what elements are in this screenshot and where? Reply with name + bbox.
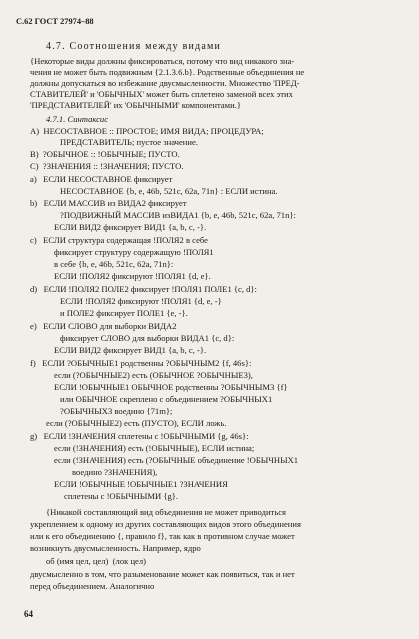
text-line: перед объединением. Аналогично <box>30 581 155 591</box>
rule-line: f) ЕСЛИ ?ОБЫЧНЫЕ1 родственны ?ОБЫЧНЫМ2 {f, 46s}: <box>30 358 252 368</box>
rule-line: d) ЕСЛИ !ПОЛЯ2 ПОЛЕ2 фиксирует !ПОЛЯ1 ПОЛЕ1 {c, d}: <box>30 284 257 294</box>
rule-line: ЕСЛИ !ОБЫЧНЫЕ1 ОБЫЧНОЕ родственны ?ОБЫЧНЫМ3 {f} <box>54 382 288 392</box>
subsection-title: 4.7.1. Синтаксис <box>46 114 109 124</box>
rule-line: НЕСОСТАВНОЕ {b, e, 46b, 521c, 62a, 71n} : ЕСЛИ истина. <box>60 186 278 196</box>
rule-line: если (!ЗНАЧЕНИЯ) есть (!ОБЫЧНЫЕ), ЕСЛИ истина; <box>54 443 255 453</box>
text-line: СТАВИТЕЛЕЙ' и 'ОБЫЧНЫХ' может быть сплетено заменой всех этих <box>30 89 293 99</box>
rule-line: ПРЕДСТАВИТЕЛЬ; пустое значение. <box>60 137 198 147</box>
rule-line: ?ПОДВИЖНЫЙ МАССИВ изВИДА1 {b, e, 46b, 521c, 62a, 71n}: <box>60 210 296 220</box>
text-line: {Никакой составляющий вид объединения не может приводиться <box>46 507 286 517</box>
rule-line: ЕСЛИ !ПОЛЯ2 фиксируют !ПОЛЯ1 {d, e, -} <box>60 296 222 306</box>
text-line: укреплением к одному из других составляющих видов этого объединения <box>30 519 301 529</box>
text-line: чения не может быть подвижным {2.1.3.6.b}. Родственные объединения не <box>30 67 305 77</box>
rule-line: ЕСЛИ !ПОЛЯ2 фиксируют !ПОЛЯ1 {d, e}. <box>54 271 211 281</box>
rule-line: если (!ЗНАЧЕНИЯ) есть (?ОБЫЧНЫЕ объединение !ОБЫЧНЫХ1 <box>54 455 299 465</box>
text-line: двусмысленно в том, что разыменование может как появиться, так и нет <box>30 569 295 579</box>
rule-line: фиксирует структуру содержащую !ПОЛЯ1 <box>54 247 214 257</box>
text-line: должны допускаться во избежание двусмысленности. Множество 'ПРЕД- <box>30 78 300 88</box>
rule-line: ЕСЛИ !ОБЫЧНЫЕ !ОБЫЧНЫЕ1 ?ЗНАЧЕНИЯ <box>54 479 228 489</box>
rule-line: c) ЕСЛИ структура содержащая !ПОЛЯ2 в себе <box>30 235 208 245</box>
rule-line: ЕСЛИ ВИД2 фиксирует ВИД1 {a, b, c, -}. <box>54 345 207 355</box>
page-number: 64 <box>24 609 33 619</box>
rule-line: или ОБЫЧНОЕ скреплено с объединением ?ОБЫЧНЫХ1 <box>60 394 273 404</box>
text-line: 'ПРЕДСТАВИТЕЛЕЙ' их 'ОБЫЧНЫМИ' компонентами.} <box>30 100 241 110</box>
rule-line: в себе {b, e, 46b, 521c, 62a, 71n}: <box>54 259 174 269</box>
code-line: об (имя цел, цел) (лок цел) <box>46 556 147 566</box>
rule-line: ЕСЛИ ВИД2 фиксирует ВИД1 {a, b, c, -}. <box>54 222 207 232</box>
rule-line: если (?ОБЫЧНЫЕ2) есть (ОБЫЧНОЕ ?ОБЫЧНЫЕ3), <box>54 370 253 380</box>
rule-line: и ПОЛЕ2 фиксирует ПОЛЕ1 {e, -}. <box>60 308 188 318</box>
rule-line: a) ЕСЛИ НЕСОСТАВНОЕ фиксирует <box>30 174 173 184</box>
rule-line: если (?ОБЫЧНЫЕ2) есть (ПУСТО), ЕСЛИ ложь. <box>46 418 227 428</box>
rule-line: e) ЕСЛИ СЛОВО для выборки ВИДА2 <box>30 321 177 331</box>
rule-line: воедино ?ЗНАЧЕНИЯ), <box>72 467 158 477</box>
rule-line: A) НЕСОСТАВНОЕ :: ПРОСТОЕ; ИМЯ ВИДА; ПРОЦЕДУРА; <box>30 126 264 136</box>
rule-line: b) ЕСЛИ МАССИВ из ВИДА2 фиксирует <box>30 198 187 208</box>
rule-line: C) ?ЗНАЧЕНИЯ :: !ЗНАЧЕНИЯ; ПУСТО. <box>30 161 184 171</box>
text-line: возникнуть двусмысленность. Например, ядро <box>30 543 201 553</box>
rule-line: g) ЕСЛИ !ЗНАЧЕНИЯ сплетены с !ОБЫЧНЫМИ {g, 46s}: <box>30 431 249 441</box>
rule-line: ?ОБЫЧНЫХ3 воедино {71m}; <box>60 406 173 416</box>
rule-line: сплетены с !ОБЫЧНЫМИ {g}. <box>64 491 179 501</box>
section-title: 4.7. Соотношения между видами <box>46 41 222 52</box>
text-line: или к его объединению {, правило f}, так как в противном случае может <box>30 531 295 541</box>
rule-line: B) ?ОБЫЧНОЕ :: !ОБЫЧНЫЕ; ПУСТО. <box>30 149 180 159</box>
rule-line: фиксирует СЛОВО для выборки ВИДА1 {c, d}: <box>60 333 235 343</box>
running-header: С.62 ГОСТ 27974–88 <box>16 17 94 26</box>
text-line: {Некоторые виды должны фиксироваться, потому что вид никакого зна- <box>30 56 295 66</box>
